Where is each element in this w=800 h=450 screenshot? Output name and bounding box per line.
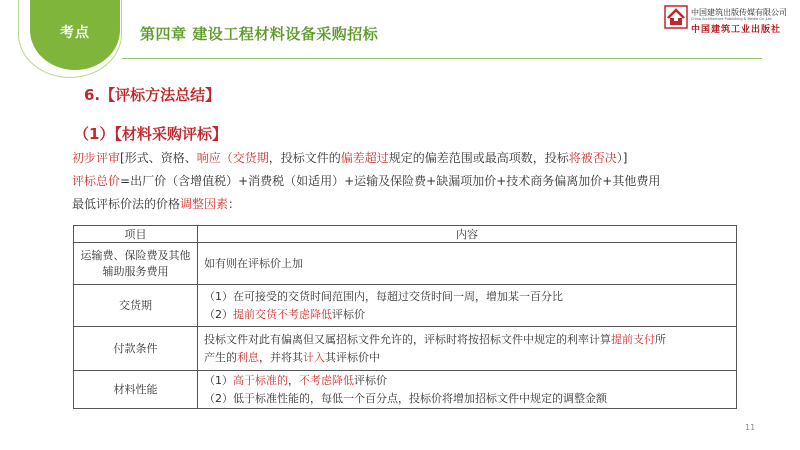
content-line [204,349,736,367]
content-line [204,331,736,349]
column-header-item: 项目 [74,226,198,243]
header-divider [122,58,762,59]
adjustment-factors-line [72,196,240,212]
page-number: 11 [745,423,756,432]
column-header-content: 内容 [198,226,737,243]
table-row [74,243,737,285]
text-emphasis: 利息 [237,350,259,364]
text-run: （2） [204,307,233,321]
table-row [74,371,737,409]
text-emphasis: 提前交货不考虑降低 [233,307,332,321]
row-content-cell [198,371,737,409]
text-emphasis: 评标总价 [72,174,121,188]
text-run: 所 [655,332,666,346]
text-emphasis: 高于标准的 [233,373,288,387]
text-run: ，并将其 [259,350,303,364]
text-run: （2）低于标准性能的，每低一个百分点，投标价将增加招标文件中规定的调整金额 [204,391,607,405]
text-run: 如有则在评标价上加 [204,256,303,270]
text-emphasis: 将被否决 [568,151,617,165]
text-emphasis: 计入 [303,350,325,364]
text-run: 其评标价中 [325,350,380,364]
text-run: （1）在可接受的交货时间范围内，每超过交货时间一周，增加某一百分比 [204,289,563,303]
text-run: ，投标文件的 [268,151,341,165]
adjustment-factors-table [73,225,737,409]
table-row [74,285,737,327]
publisher-logo [664,5,794,35]
text-run: 最低评标价法的价格 [72,197,181,211]
text-run: ）] [616,151,628,165]
preliminary-review-line [72,150,627,166]
text-run: 评标价 [354,373,387,387]
text-run: 规定的偏差范围或最高项数，投标 [388,151,569,165]
text-emphasis: 降低 [332,373,354,387]
text-run: [形式、资格、 [120,151,197,165]
subsection-title: （1）【材料采购评标】 [74,125,227,143]
text-run: （1） [204,373,233,387]
topic-badge [0,0,120,70]
badge-label: 考点 [60,25,90,41]
row-item-cell: 材料性能 [74,371,198,409]
publisher-emblem-icon [664,5,688,29]
publisher-name-cn: 中国建筑出版传媒有限公司 [691,8,787,17]
row-item-cell: 付款条件 [74,327,198,371]
content-line [204,390,736,408]
row-content-cell [198,243,737,285]
text-run: ， [288,373,299,387]
text-run: =出厂价（含增值税）+消费税（如适用）+运输及保险费+缺漏项加价+技术商务偏离加价+其他费用 [120,174,661,188]
text-emphasis: 初步评审 [72,151,121,165]
row-item-label: 运输费、保险费及其他辅助服务费用 [80,248,191,278]
text-emphasis: 偏差超过 [340,151,389,165]
publisher-name-en: China Architecture Publishing & Media Co.,Ltd [691,17,772,21]
text-run: 产生的 [204,350,237,364]
content-line [204,372,736,390]
row-item-cell: 交货期 [74,285,198,327]
text-run: ： [228,197,241,211]
text-emphasis: 提前支付 [611,332,655,346]
section-title: 6.【评标方法总结】 [84,86,221,104]
text-emphasis: 响应（交货期 [196,151,269,165]
content-line [204,288,736,306]
total-bid-price-line [72,173,660,189]
text-run: 投标文件对此有偏离但又属招标文件允许的，评标时将按招标文件中规定的利率计算 [204,332,611,346]
table-header-row [74,226,737,243]
row-content-cell [198,327,737,371]
chapter-title: 第四章 建设工程材料设备采购招标 [140,25,379,43]
row-item-cell [74,243,198,285]
text-run: 评标价 [332,307,365,321]
publisher-calligraphy: 中国建筑工业出版社 [691,25,782,35]
text-emphasis: 调整因素 [180,197,229,211]
text-emphasis: 不考虑 [299,373,332,387]
content-line [204,306,736,324]
row-content-cell [198,285,737,327]
header [0,0,800,68]
table-row [74,327,737,371]
